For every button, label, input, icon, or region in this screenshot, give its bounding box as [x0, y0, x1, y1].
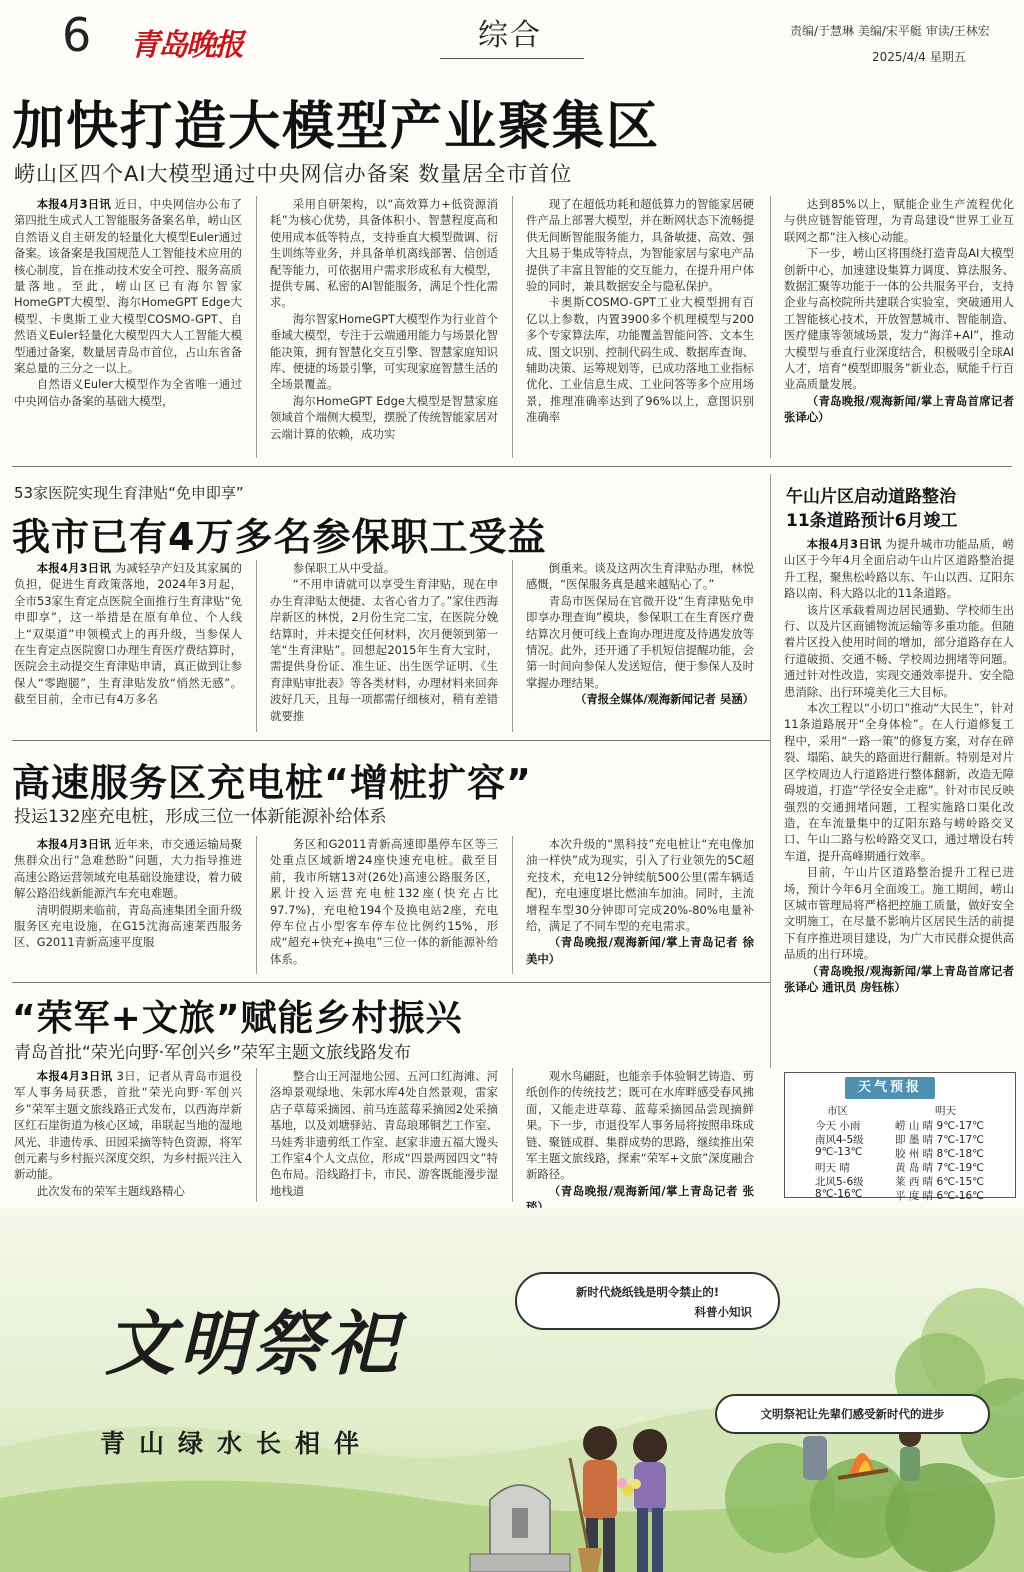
article1-byline: （青岛晚报/观海新闻/掌上青岛首席记者 张译心） [784, 393, 1014, 425]
article3-text-3: 本次升级的“黑科技”充电桩让“充电像加油一样快”成为现实，引入了行业领先的5C超充技术，充电12分钟续航500公里(需车辆适配)，充电速度堪比燃油车加油。同时，主流增程车型30分钟即可完成20%-80%电量补给，满足了不同车型的充电需求。 [526, 837, 754, 934]
article3-column-1 [14, 836, 242, 974]
article3-lead: 本报4月3日讯 [36, 837, 111, 851]
banner-title: 文明祭祀 [105, 1302, 401, 1385]
article2-byline: （青报全媒体/观海新闻记者 吴涵） [575, 692, 754, 707]
column-divider [256, 1068, 257, 1202]
article1-column-2 [270, 196, 498, 458]
speech-bubble-1 [515, 1272, 780, 1330]
weather-left-row: 今天 小雨 [815, 1120, 861, 1132]
article1-text-1b: 自然语义Euler大模型作为全省唯一通过中央网信办备案的基础大模型， [14, 377, 242, 408]
article5-text-2: 该片区承载着周边居民通勤、学校师生出行、以及片区商铺物流运输等多重功能。但随着片区投入使用时间的增加，部分道路存在人行道破损、交通不畅、学校周边拥堵等问题。通过针对性改造，实现交通效率提升、安全隐患消除、出行环境美化三大目标。 [784, 602, 1014, 699]
article4-text-2: 整合山王河湿地公园、五河口红海滩、河洛埠景观绿地、朱郭水库4处自然景观，雷家店子草莓采摘园、前马连蓝莓采摘园2处采摘基地，以及刘塘驿站、青岛琅琊铜艺工作室、马娃秀非遗剪纸工作室、赵家非遗五福大馒头工作室4个人文点位，形成“四景两园四文”特色布局。沿线路打卡，市民、游客既能漫步湿地栈道 [270, 1069, 498, 1198]
article1-text-4: 达到85%以上，赋能企业生产流程优化与供应链智能管理，为青岛建设“世界工业互联网之都”注入核心动能。 [784, 197, 1014, 244]
article1-text-2: 采用自研架构，以“高效算力+低资源消耗”为核心优势，具备体积小、智慧程度高和使用成本低等特点，支持垂直大模型微调、衍生训练等业务，并具备单机离线部署、信创适配等能力，可依据用户需求形成私有大模型，提供专属、私密的AI智能服务，满足个性化需求。 [270, 197, 498, 310]
weather-left-row: 明天 晴 [815, 1162, 850, 1174]
weather-right-row: 即 墨 晴 7℃-17℃ [895, 1134, 984, 1146]
article5-text-3: 本次工程以“小切口”推动“大民生”，针对11条道路展开“全身体检”。在人行道修复工程中，采用“一路一策”的修复方案，对存在碎裂、塌陷、缺失的路面进行翻新。特别是对片区学校周边人行道路进行整体翻新，改造无障碍坡道，打造“学径安全走廊”。针对市民反映强烈的交通拥堵问题，工程实施路口渠化改造，在车流量集中的辽阳东路与崂岭路交叉口、午山二路与松岭路交叉口，通过增设右转车道，提升高峰期通行效率。 [784, 701, 1014, 863]
bubble1-text: 新时代烧纸钱是明令禁止的! [575, 1285, 720, 1299]
article3-byline: （青岛晚报/观海新闻/掌上青岛记者 徐美中） [526, 935, 754, 966]
article4-column-2 [270, 1068, 498, 1202]
newspaper-logo: 青岛晚报 [130, 28, 242, 63]
section-divider [12, 982, 770, 983]
article5-text-1: 为提升城市功能品质，崂山区于今年4月全面启动午山片区道路整治提升工程，聚焦松岭路以东、午山以西、辽阳东路以南、科大路以北的11条道路。 [784, 537, 1014, 601]
publication-date: 2025/4/4 星期五 [872, 50, 966, 64]
speech-bubble-2: 文明祭祀让先辈们感受新时代的进步 [715, 1394, 990, 1434]
section-name: 综合 [478, 18, 542, 53]
article1-subhead: 崂山区四个AI大模型通过中央网信办备案 数量居全市首位 [14, 162, 573, 186]
article4-column-3 [526, 1068, 754, 1202]
article4-lead: 本报4月3日讯 [36, 1069, 113, 1083]
article2-lead: 本报4月3日讯 [36, 561, 111, 575]
article4-subhead: 青岛首批“荣光向野·军创兴乡”荣军主题文旅线路发布 [14, 1043, 412, 1063]
article3-headline: 高速服务区充电桩“增桩扩容” [12, 761, 532, 805]
article3-column-2 [270, 836, 498, 974]
article5-headline-line1: 午山片区启动道路整治 [786, 487, 956, 507]
column-divider [256, 560, 257, 732]
banner-illustration [0, 1208, 1024, 1572]
weather-title: 天气预报 [845, 1077, 935, 1099]
article4-byline: （青岛晚报/观海新闻/掌上青岛记者 张 [548, 1183, 754, 1198]
section-divider [12, 466, 1012, 467]
editor-credits: 责编/于慧琳 美编/宋平艇 审读/王林宏 [790, 24, 990, 38]
article3-subhead: 投运132座充电桩，形成三位一体新能源补给体系 [14, 807, 387, 827]
article1-text-2b: 海尔智家HomeGPT大模型作为行业首个垂域大模型，专注于云端通用能力与场景化智能决策，拥有智慧化交互引擎、智慧家庭知识库、便捷的场景引擎，可实现家庭智慧生活的全场景覆盖。 [270, 311, 498, 392]
article2-column-1 [14, 560, 242, 732]
column-divider [256, 196, 257, 458]
weather-left-row: 北风5-6级 [815, 1176, 864, 1188]
weather-left-row: 8℃-16℃ [815, 1188, 863, 1200]
article5-headline-line2: 11条道路预计6月竣工 [786, 511, 958, 531]
article1-headline: 加快打造大模型产业聚集区 [12, 97, 661, 157]
column-divider [770, 196, 771, 458]
banner-subtitle: 青山绿水长相伴 [100, 1429, 374, 1458]
section-divider [12, 740, 770, 741]
article3-text-1: 近年来，市交通运输局聚焦群众出行“急难愁盼”问题，大力指导推进高速公路运营领域充电基础设施建设，着力破解公路沿线新能源汽车充电难题。 [14, 837, 242, 901]
article2-text-3: 倒重来。谈及这两次生育津贴办理，林悦感慨，“医保服务真是越来越贴心了。” [526, 561, 754, 592]
civilized-memorial-banner [0, 1208, 1024, 1572]
weather-right-row: 黄 岛 晴 7℃-19℃ [895, 1162, 984, 1174]
bubble1-note: 科普小知识 [694, 1305, 752, 1319]
article5-text-4: 目前，午山片区道路整治提升工程已进场，预计今年6月全面竣工。施工期间，崂山区城市管理局将严格把控施工质量，做好安全文明施工，在尽量不影响片区居民生活的前提下有序推进项目建设，为广大市民群众提供高品质的出行环境。 [784, 865, 1014, 962]
article1-column-4 [784, 196, 1014, 458]
article1-text-1: 近日，中央网信办公布了第四批生成式人工智能服务备案名单，崂山区自然语义自主研发的轻量化大模型Euler通过备案。该备案是我国规范人工智能技术应用的核心制度，旨在推动技术安全可控、服务高质量落地。至此，崂山区已有海尔智家HomeGPT大模型、海尔HomeGPT Edge大模型、卡奥斯工业大模型COSMO-GPT、自然语义Euler轻量化大模型四大人工智能大模型通过备案，数量居青岛市首位，占山东省备案总量的三分之一以上。 [14, 197, 242, 376]
section-rule [440, 58, 584, 59]
article5-body [784, 536, 1014, 1066]
article4-column-1 [14, 1068, 242, 1202]
article4-text-1b: 此次发布的荣军主题线路精心 [36, 1183, 185, 1198]
column-divider [512, 196, 513, 458]
masthead [0, 0, 1024, 78]
weather-right-row: 胶 州 晴 8℃-18℃ [895, 1148, 984, 1160]
weather-right-row: 崂 山 晴 9℃-17℃ [895, 1120, 984, 1132]
column-divider [256, 836, 257, 974]
page-number: 6 [62, 8, 92, 62]
column-divider [512, 560, 513, 732]
article1-text-2c: 海尔HomeGPT Edge大模型是智慧家庭领域首个端侧大模型，摆脱了传统智能家居对云端计算的依赖，成功实 [270, 393, 498, 441]
weather-head-tomorrow: 明天 [935, 1105, 956, 1117]
article2-kicker: 53家医院实现生育津贴“免申即享” [14, 484, 244, 502]
column-divider [512, 1068, 513, 1202]
weather-left-row: 9℃-13℃ [815, 1146, 863, 1158]
article3-text-1b: 清明假期来临前，青岛高速集团全面升级服务区充电设施，在G15沈海高速莱西服务区、G2011青新高速平度服 [14, 902, 242, 950]
weather-right-row: 莱 西 晴 6℃-15℃ [895, 1176, 984, 1188]
weather-right-row: 平 度 晴 6℃-16℃ [895, 1190, 984, 1202]
article2-column-3 [526, 560, 754, 732]
article3-text-2: 务区和G2011青新高速即墨停车区等三处重点区域新增24座快速充电桩。截至目前，我市所辖13对(26处)高速公路服务区，累计投入运营充电桩132座(快充占比97.7%)，充电枪194个及换电站2座，充电停车位占小型客车停车位比例约15%，形成“超充+快充+换电”三位一体的新能源补给体系。 [270, 837, 498, 966]
article2-text-3b: 青岛市医保局在官微开设“生育津贴免申即享办理查询”模块，参保职工在生育医疗费结算次月便可线上查询办理进度及待遇发放等情况。此外，还开通了手机短信提醒功能，会第一时间向参保人发送短信，便于参保人及时掌握办理结果。 [526, 593, 754, 690]
column-divider [770, 474, 771, 1068]
article1-column-3 [526, 196, 754, 458]
article1-text-3b: 卡奥斯COSMO-GPT工业大模型拥有百亿以上参数，内置3900多个机理模型与200多个专家算法库，功能覆盖智能问答、文本生成、图文识别、控制代码生成、数据库查询、辅助决策、运筹规划等，已成功落地工业指标优化、工业信息生成、工业问答等多个应用场景，推理准确率达到了96%以上，意图识别准确率 [526, 295, 754, 425]
article3-column-3 [526, 836, 754, 974]
article1-lead: 本报4月3日讯 [36, 197, 111, 211]
article4-headline: “荣军+文旅”赋能乡村振兴 [12, 998, 463, 1039]
column-divider [512, 836, 513, 974]
weather-left-row: 南风4-5级 [815, 1134, 864, 1146]
article2-text-1: 为减轻孕产妇及其家属的负担，促进生育政策落地，2024年3月起，全市53家生育定点医院全面推行生育津贴“免申即享”，这一举措是在原有单位、个人线上“双渠道”申领模式上的再升级，当参保人在生育定点医院窗口办理生育医疗费结算时，医院会主动提交生育津贴申请，真正做到让参保人“零跑腿”，生育津贴发放“悄然无感”。截至目前，全市已有4万多名 [14, 561, 242, 707]
article2-text-2: 参保职工从中受益。 [292, 561, 396, 575]
article2-text-2b: “不用申请就可以享受生育津贴，现在申办生育津贴太便捷、太省心省力了。”家住西海岸新区的林悦，2月份生完二宝，在医院分娩结算时，并未提交任何材料，次月便领到第一笔“生育津贴”。回想起2015年生育大宝时，需提供身份证、准生证、出生医学证明、《生育津贴审批表》等各类材料，办理材料来回奔波好几天，且每一项都需仔细核对，稍有差错就要推 [270, 577, 499, 723]
article2-column-2 [270, 560, 498, 732]
article1-text-3: 现了在超低功耗和超低算力的智能家居硬件产品上部署大模型，并在断网状态下流畅提供无间断智能服务能力，具备敏捷、高效、强大且易于集成等特点，为智能家居与家电产品提供了丰富且智能的交互能力，在提升用户体验的同时，兼具数据安全与隐私保护。 [526, 197, 754, 294]
weather-forecast-box [784, 1072, 1016, 1202]
article1-column-1 [14, 196, 242, 458]
article4-text-3: 观水鸟翩跹，也能亲手体验铜艺铸造、剪纸创作的传统技艺；既可在水库畔感受春风拂面，又能走进草莓、蓝莓采摘园品尝现摘鲜果。下一步，市退役军人事务局将按照串珠成链、聚链成群、集群成势的思路，继续推出荣军主题文旅线路，探索“荣军+文旅”深度融合新路径。 [526, 1069, 754, 1182]
weather-head-city: 市区 [827, 1105, 848, 1117]
article5-byline: （青岛晚报/观海新闻/掌上青岛首席记者 张译心 通讯员 房钰栋） [784, 963, 1014, 994]
article4-text-1: 3日，记者从青岛市退役军人事务局获悉，首批“荣光向野·军创兴乡”荣军主题文旅线路正式发布，以西海岸新区红石崖街道为核心区域，串联起当地的湿地风光、非遗传承、田园采摘等特色资源，将军创元素与乡村振兴深度交织，为乡村振兴注入新动能。 [14, 1069, 242, 1182]
article5-lead: 本报4月3日讯 [806, 537, 882, 551]
article1-text-4b: 下一步，崂山区将围绕打造青岛AI大模型创新中心，加速建设集算力调度、算法服务、数据汇聚等功能于一体的公共服务平台，支持企业与高校院所共建联合实验室，突破通用人工智能核心技术，开放智慧城市、智能制造、医疗健康等领域场景，发力“海洋+AI”，推动大模型与垂直行业深度结合，积极吸引全球AI人才，培育“模型即服务”新业态，赋能千行百业高质量发展。 [784, 246, 1014, 392]
article2-headline: 我市已有4万多名参保职工受益 [12, 515, 547, 559]
